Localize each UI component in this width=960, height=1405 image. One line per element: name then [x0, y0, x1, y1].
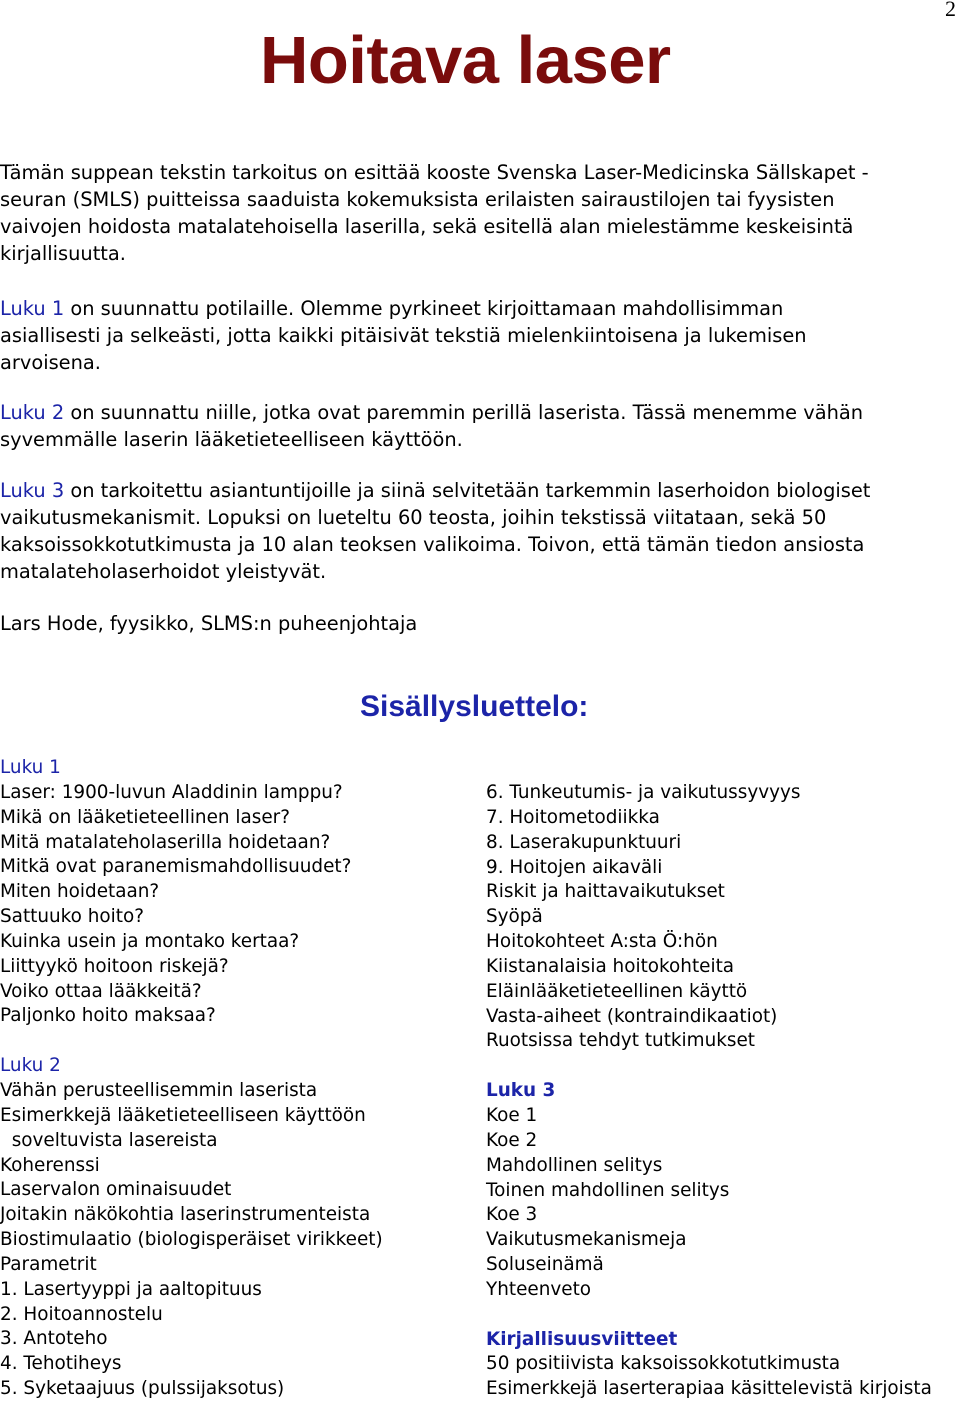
chapter3-text: on tarkoitettu asiantuntijoille ja siinä selvitetään tarkemmin laserhoidon biologiset [64, 479, 871, 502]
toc-item[interactable]: Laser: 1900-luvun Aladdinin lamppu? [0, 781, 343, 803]
chapter3-line [0, 477, 960, 504]
toc-chapter3-heading[interactable]: Luku 3 [486, 1080, 556, 1102]
toc-chapter2-heading[interactable]: Luku 2 [0, 1055, 61, 1077]
toc-item[interactable]: Hoitokohteet A:sta Ö:hön [486, 931, 718, 953]
toc-item[interactable]: 4. Tehotiheys [0, 1353, 122, 1375]
toc-references-list [486, 1352, 956, 1402]
toc-item[interactable]: Mikä on lääketieteellinen laser? [0, 806, 291, 828]
toc-item[interactable]: 3. Antoteho [0, 1328, 108, 1350]
toc-item[interactable]: Sattuuko hoito? [0, 906, 145, 928]
toc-item[interactable]: Vaikutusmekanismeja [486, 1229, 687, 1251]
toc-item[interactable]: Mitkä ovat paranemismahdollisuudet? [0, 856, 352, 878]
toc-item[interactable]: Esimerkkejä lääketieteelliseen käyttöön [0, 1104, 366, 1126]
intro-line: vaivojen hoidosta matalatehoisella laserilla, sekä esitellä alan mielestämme keskeisintä [0, 215, 854, 238]
chapter2-line: syvemmälle laserin lääketieteelliseen käyttöön. [0, 428, 463, 451]
document-title: Hoitava laser [260, 23, 671, 98]
toc-item[interactable]: Riskit ja haittavaikutukset [486, 881, 725, 903]
chapter2-text: on suunnattu niille, jotka ovat paremmin perillä laserista. Tässä menemme vähän [64, 401, 864, 424]
toc-chapter1-heading[interactable]: Luku 1 [0, 757, 61, 778]
toc-item[interactable]: Paljonko hoito maksaa? [0, 1005, 216, 1027]
toc-item[interactable]: 50 positiivista kaksoissokkotutkimusta [486, 1353, 841, 1375]
page-number: 2 [945, 0, 956, 21]
toc-item[interactable]: 6. Tunkeutumis- ja vaikutussyvyys [486, 782, 801, 803]
toc-chapter2-list [0, 1079, 470, 1402]
toc-item[interactable]: Parametrit [0, 1253, 97, 1275]
chapter1-line: arvoisena. [0, 351, 101, 374]
toc-item[interactable]: Koe 3 [486, 1204, 538, 1226]
chapter1-text: on suunnattu potilaille. Olemme pyrkineet kirjoittamaan mahdollisimman [64, 297, 784, 320]
toc-item[interactable]: 8. Laserakupunktuuri [486, 831, 682, 853]
toc-item[interactable]: Koe 2 [486, 1129, 538, 1151]
toc-item[interactable]: Miten hoidetaan? [0, 881, 160, 903]
toc-item[interactable]: Mitä matalateholaserilla hoidetaan? [0, 831, 331, 853]
intro-line: seuran (SMLS) puitteissa saaduista kokemuksista erilaisten sairaustilojen tai fyysisten [0, 188, 835, 211]
toc-item[interactable]: 7. Hoitometodiikka [486, 806, 660, 828]
toc-item[interactable]: Vähän perusteellisemmin laserista [0, 1079, 318, 1101]
toc-item[interactable]: Esimerkkejä laserterapiaa käsittelevistä kirjoista [486, 1378, 932, 1400]
toc-references-heading[interactable]: Kirjallisuusviitteet [486, 1328, 678, 1350]
toc-chapter3-list [486, 1104, 956, 1303]
chapter1-paragraph [0, 295, 960, 376]
toc-item[interactable]: Toinen mahdollinen selitys [486, 1179, 730, 1201]
toc-spacer [486, 1303, 956, 1328]
toc-item[interactable]: Koe 1 [486, 1104, 538, 1126]
intro-line: kirjallisuutta. [0, 242, 126, 265]
toc-item[interactable]: Syöpä [486, 906, 543, 928]
intro-line: Tämän suppean tekstin tarkoitus on esittää kooste Svenska Laser-Medicinska Sällskapet - [0, 161, 869, 184]
toc-item[interactable]: Eläinlääketieteellinen käyttö [486, 980, 748, 1002]
toc-item[interactable]: Mahdollinen selitys [486, 1154, 663, 1176]
toc-item[interactable]: Koherenssi [0, 1154, 100, 1176]
toc-item[interactable]: Liittyykö hoitoon riskejä? [0, 955, 229, 977]
chapter1-line [0, 295, 960, 322]
chapter1-line: asiallisesti ja selkeästi, jotta kaikki pitäisivät tekstiä mielenkiintoisena ja lukemisen [0, 324, 807, 347]
chapter3-line: vaikutusmekanismit. Lopuksi on lueteltu 60 teosta, joihin tekstissä viitataan, sekä 50 [0, 506, 827, 529]
chapter3-line: matalateholaserhoidot yleistyvät. [0, 560, 327, 583]
toc-chapter2-continued-list [486, 781, 956, 1054]
toc-item[interactable]: Ruotsissa tehdyt tutkimukset [486, 1030, 755, 1052]
toc-item[interactable]: Vasta-aiheet (kontraindikaatiot) [486, 1005, 778, 1027]
toc-title: Sisällysluettelo: [360, 690, 589, 723]
chapter2-label: Luku 2 [0, 401, 65, 424]
toc-item[interactable]: Biostimulaatio (biologisperäiset virikkeet) [0, 1229, 383, 1251]
toc-item[interactable]: Joitakin näkökohtia laserinstrumenteista [0, 1204, 371, 1226]
toc-item[interactable]: 9. Hoitojen aikaväli [486, 856, 663, 878]
chapter2-line [0, 399, 960, 426]
toc-spacer [486, 1054, 956, 1079]
toc-left-column [0, 756, 470, 1402]
toc-item[interactable]: Voiko ottaa lääkkeitä? [0, 980, 202, 1002]
toc-item[interactable]: Kuinka usein ja montako kertaa? [0, 930, 300, 952]
toc-item[interactable]: Laservalon ominaisuudet [0, 1179, 232, 1201]
toc-item[interactable]: soveltuvista lasereista [0, 1129, 218, 1151]
chapter3-paragraph [0, 477, 960, 585]
toc-item[interactable]: 5. Syketaajuus (pulssijaksotus) [0, 1378, 285, 1400]
toc-item[interactable]: 2. Hoitoannostelu [0, 1303, 163, 1325]
toc-spacer [0, 1029, 470, 1054]
chapter3-label: Luku 3 [0, 479, 65, 502]
toc-item[interactable]: Kiistanalaisia hoitokohteita [486, 955, 735, 977]
chapter2-paragraph [0, 399, 960, 453]
toc-chapter1-list [0, 781, 470, 1029]
toc-item[interactable]: Yhteenveto [486, 1278, 592, 1300]
toc-right-column [486, 781, 956, 1402]
toc-item[interactable]: 1. Lasertyyppi ja aaltopituus [0, 1278, 262, 1300]
chapter3-line: kaksoissokkotutkimusta ja 10 alan teoksen valikoima. Toivon, että tämän tiedon ansiosta [0, 533, 865, 556]
author-signature: Lars Hode, fyysikko, SLMS:n puheenjohtaja [0, 612, 418, 635]
toc-item[interactable]: Soluseinämä [486, 1254, 604, 1276]
chapter1-label: Luku 1 [0, 297, 65, 320]
intro-paragraph [0, 159, 960, 267]
